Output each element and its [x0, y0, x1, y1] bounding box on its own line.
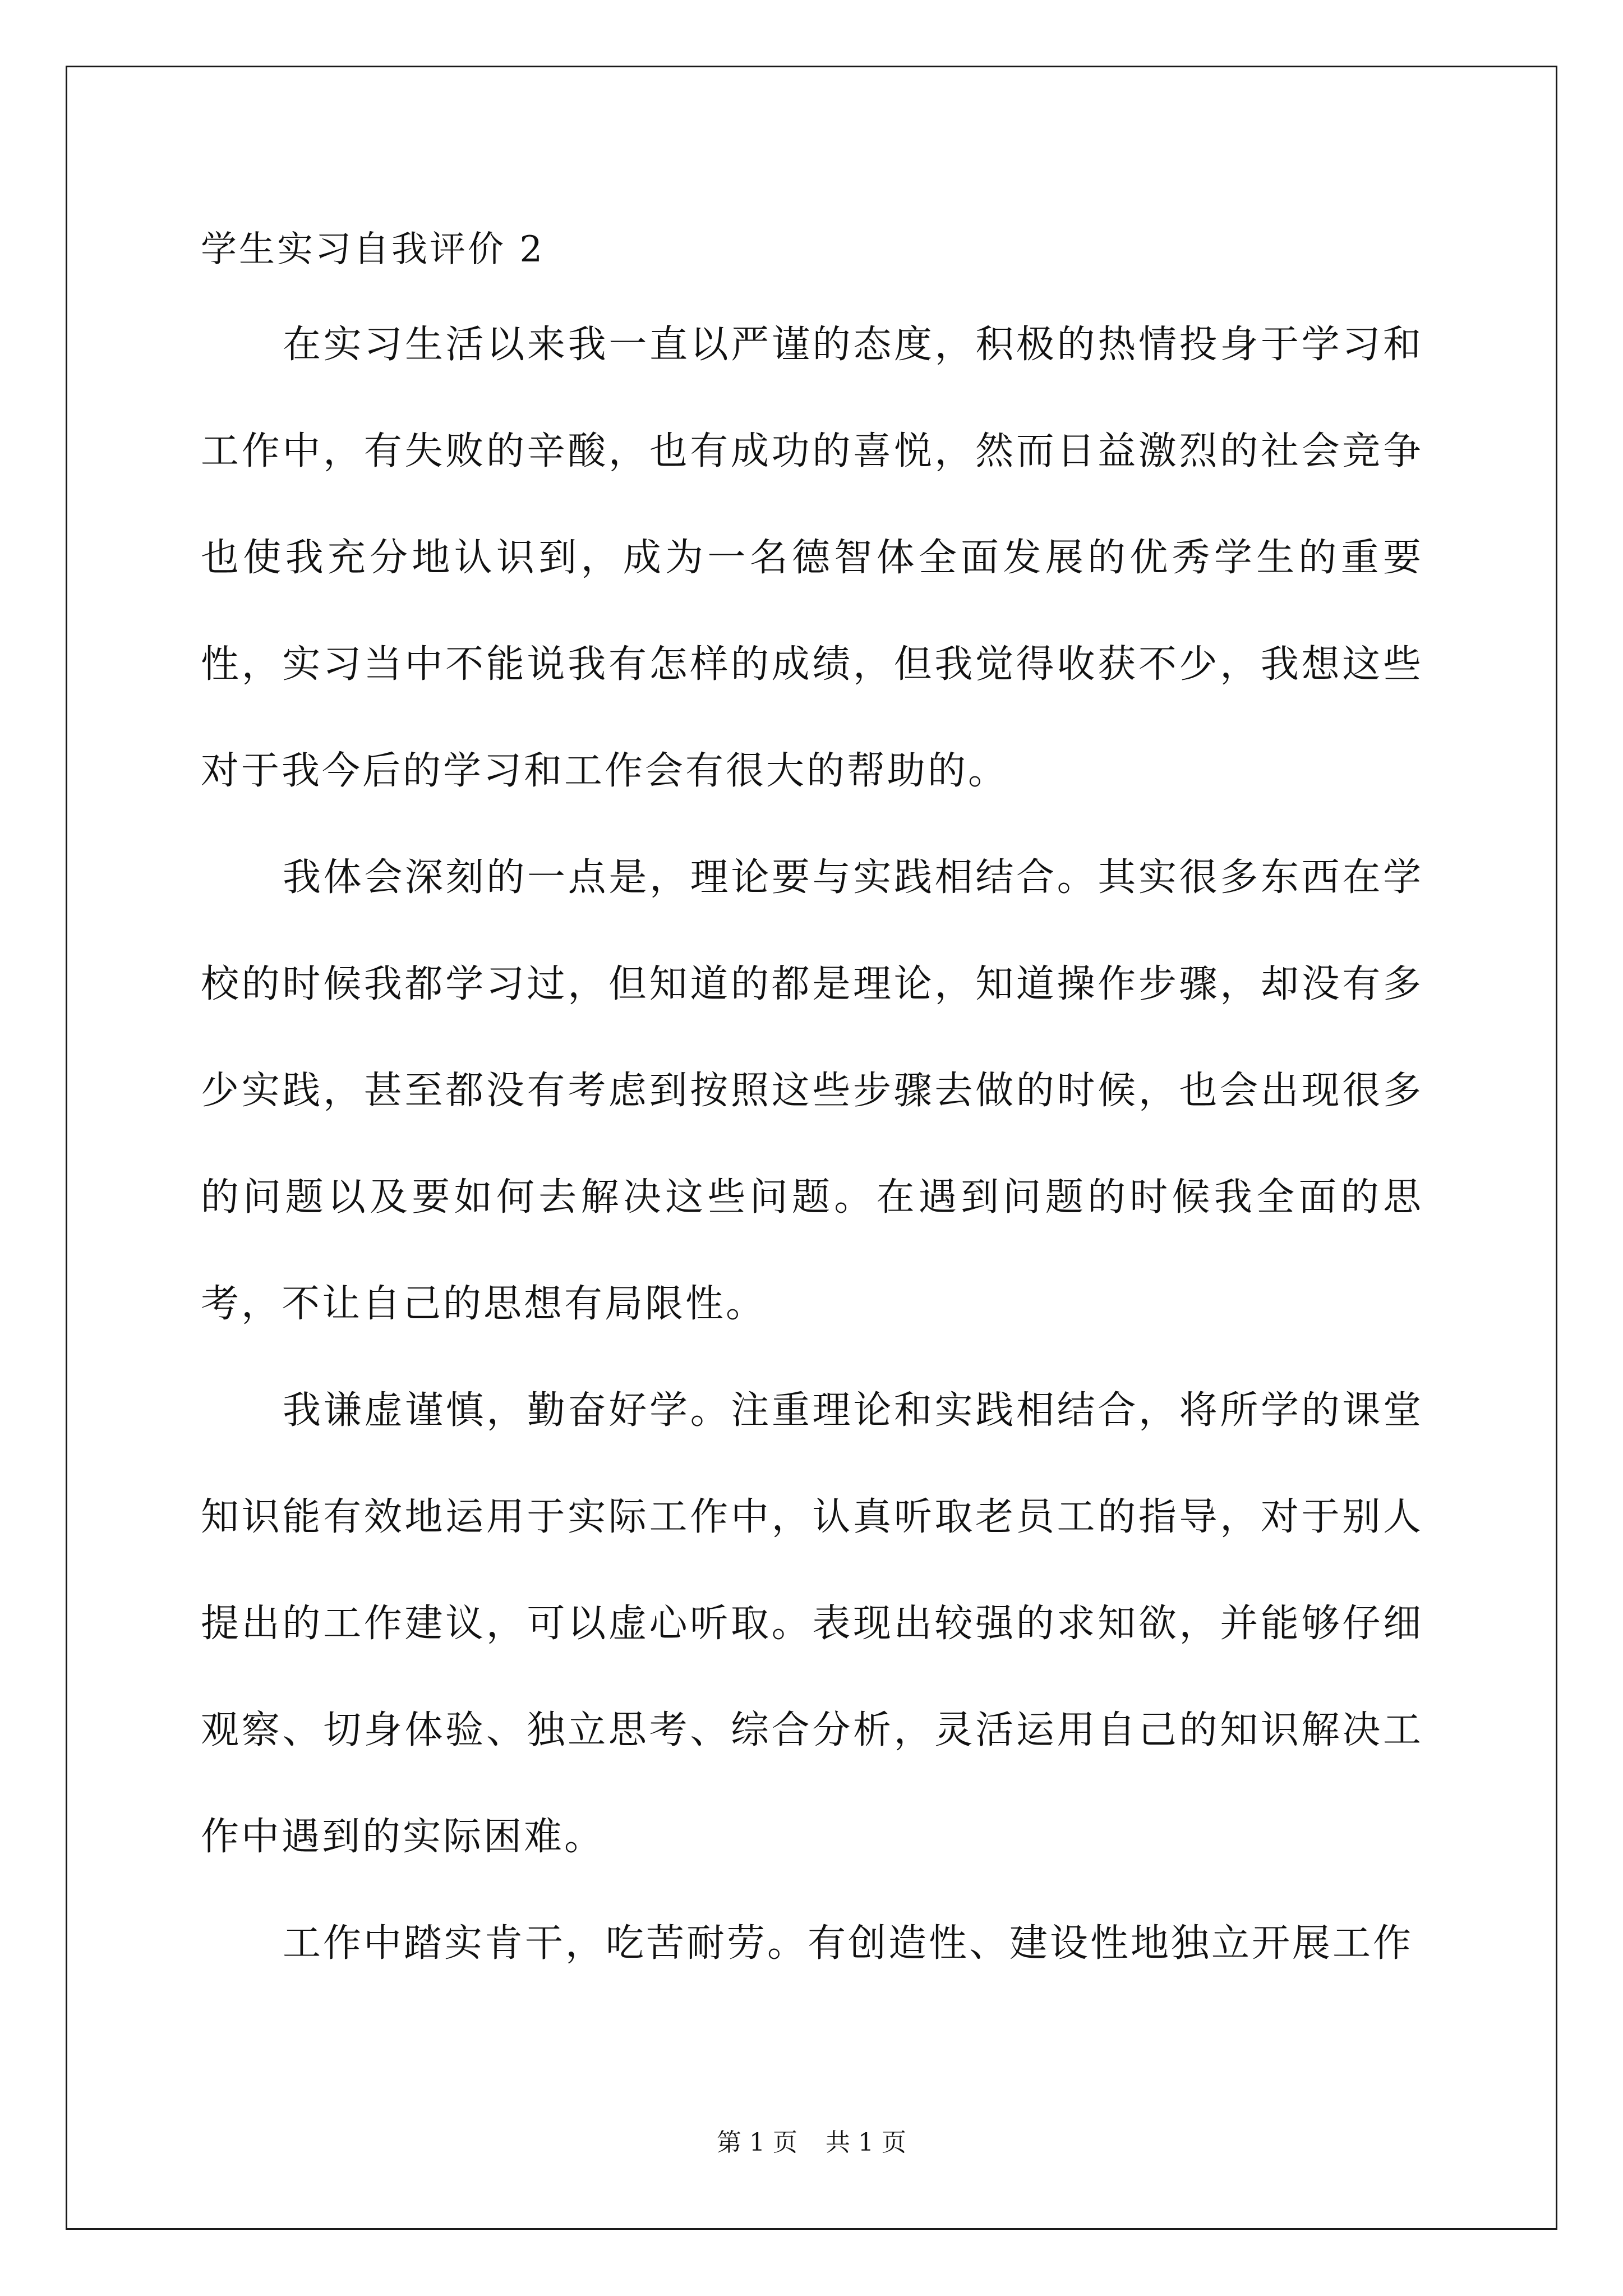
document-title: 学生实习自我评价 2 [201, 229, 545, 270]
paragraph-3: 我谦虚谨慎，勤奋好学。注重理论和实践相结合，将所学的课堂知识能有效地运用于实际工作中，认真听取老员工的指导，对于别人提出的工作建议，可以虚心听取。表现出较强的求知欲，并能够仔细观察、切身体验、独立思考、综合分析，灵活运用自己的知识解决工作中遇到的实际困难。 [201, 1388, 1423, 1859]
paragraph-1: 在实习生活以来我一直以严谨的态度，积极的热情投身于学习和工作中，有失败的辛酸，也有成功的喜悦，然而日益激烈的社会竞争也使我充分地认识到，成为一名德智体全面发展的优秀学生的重要性，实习当中不能说我有怎样的成绩，但我觉得收获不少，我想这些对于我今后的学习和工作会有很大的帮助的。 [201, 323, 1423, 793]
document-body [201, 208, 1423, 1997]
paragraph-2: 我体会深刻的一点是，理论要与实践相结合。其实很多东西在学校的时候我都学习过，但知道的都是理论，知道操作步骤，却没有多少实践，甚至都没有考虑到按照这些步骤去做的时候，也会出现很多的问题以及要如何去解决这些问题。在遇到问题的时候我全面的思考，不让自己的思想有局限性。 [201, 855, 1423, 1326]
page-number: 第 1 页 [717, 2128, 797, 2157]
paragraph-4: 工作中踏实肯干，吃苦耐劳。有创造性、建设性地独立开展工作 [283, 1921, 1414, 1966]
page-footer [0, 2126, 1623, 2160]
page-total: 共 1 页 [826, 2128, 906, 2157]
